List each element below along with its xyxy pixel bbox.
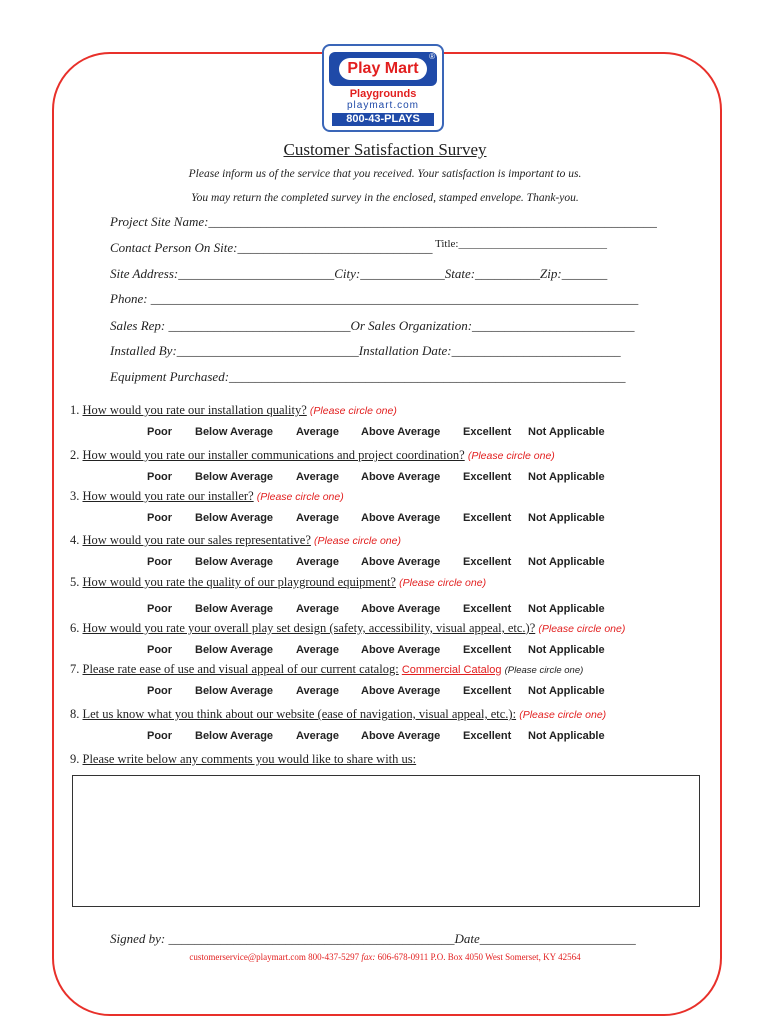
circle-hint: (Please circle one) (256, 491, 344, 503)
signature-date-field[interactable]: Signed by: ____________________________________________Date________________________ (110, 931, 636, 946)
question-text: How would you rate our installer communications and project coordination? (82, 448, 465, 462)
rating-option-excellent[interactable]: Excellent (463, 730, 512, 742)
question-6 (70, 621, 625, 636)
intro-line-2: You may return the completed survey in the enclosed, stamped envelope. Thank-you. (191, 192, 579, 204)
rating-option-poor[interactable]: Poor (147, 426, 173, 438)
contact-person-field[interactable]: Contact Person On Site:______________________________ (110, 240, 433, 255)
question-3 (70, 489, 344, 504)
rating-option-poor[interactable]: Poor (147, 512, 173, 524)
rating-option-poor[interactable]: Poor (147, 603, 173, 615)
rating-option-excellent[interactable]: Excellent (463, 644, 512, 656)
rating-option-above-average[interactable]: Above Average (361, 512, 441, 524)
rating-option-above-average[interactable]: Above Average (361, 556, 441, 568)
rating-option-below-average[interactable]: Below Average (195, 512, 274, 524)
rating-option-above-average[interactable]: Above Average (361, 426, 441, 438)
intro-line-1: Please inform us of the service that you received. Your satisfaction is important to us. (188, 168, 582, 180)
question-number: 6. (70, 621, 80, 635)
equipment-purchased-field[interactable]: Equipment Purchased:_____________________________________________________________ (110, 369, 626, 384)
rating-option-poor[interactable]: Poor (147, 644, 173, 656)
logo-registered: ® (429, 52, 435, 61)
rating-option-poor[interactable]: Poor (147, 685, 173, 697)
question-text: Please rate ease of use and visual appeal of our current catalog: (82, 662, 399, 676)
rating-option-above-average[interactable]: Above Average (361, 471, 441, 483)
question-text: How would you rate our installer? (82, 489, 254, 503)
site-address-field[interactable]: Site Address:________________________City:_____________State:__________Zip:_______ (110, 266, 608, 281)
rating-option-below-average[interactable]: Below Average (195, 730, 274, 742)
rating-option-below-average[interactable]: Below Average (195, 685, 274, 697)
rating-option-below-average[interactable]: Below Average (195, 471, 274, 483)
commercial-catalog-link[interactable]: Commercial Catalog (401, 664, 502, 676)
rating-option-excellent[interactable]: Excellent (463, 512, 512, 524)
rating-option-average[interactable]: Average (296, 471, 340, 483)
question-number: 3. (70, 489, 80, 503)
rating-option-below-average[interactable]: Below Average (195, 556, 274, 568)
circle-hint: (Please circle one) (538, 623, 626, 635)
circle-hint: (Please circle one) (399, 577, 487, 589)
rating-option-average[interactable]: Average (296, 730, 340, 742)
phone-field[interactable]: Phone: ___________________________________________________________________________ (110, 291, 639, 306)
rating-option-average[interactable]: Average (296, 512, 340, 524)
page-title: Customer Satisfaction Survey (283, 140, 487, 159)
question-text: How would you rate the quality of our playground equipment? (82, 575, 396, 589)
rating-option-above-average[interactable]: Above Average (361, 644, 441, 656)
circle-hint: (Please circle one) (467, 450, 555, 462)
rating-option-poor[interactable]: Poor (147, 730, 173, 742)
rating-option-below-average[interactable]: Below Average (195, 644, 274, 656)
question-number: 5. (70, 575, 80, 589)
question-number: 2. (70, 448, 80, 462)
rating-option-not-applicable[interactable]: Not Applicable (528, 730, 605, 742)
rating-option-not-applicable[interactable]: Not Applicable (528, 512, 605, 524)
rating-option-excellent[interactable]: Excellent (463, 685, 512, 697)
rating-option-excellent[interactable]: Excellent (463, 603, 512, 615)
rating-option-not-applicable[interactable]: Not Applicable (528, 603, 605, 615)
question-9 (70, 752, 416, 767)
logo-website: playmart.com (346, 100, 419, 111)
rating-option-poor[interactable]: Poor (147, 556, 173, 568)
rating-option-poor[interactable]: Poor (147, 471, 173, 483)
rating-option-average[interactable]: Average (296, 685, 340, 697)
question-4 (70, 533, 401, 548)
project-site-name-field[interactable]: Project Site Name:_____________________________________________________________________ (110, 214, 657, 229)
circle-hint: (Please circle one) (519, 709, 607, 721)
rating-option-excellent[interactable]: Excellent (463, 556, 512, 568)
rating-option-average[interactable]: Average (296, 644, 340, 656)
question-text: How would you rate your overall play set design (safety, accessibility, visual appeal, etc.)? (82, 621, 536, 635)
comments-box[interactable] (72, 775, 700, 907)
footer-email-phone: customerservice@playmart.com 800-437-5297 (189, 952, 360, 962)
rating-option-average[interactable]: Average (296, 603, 340, 615)
rating-option-not-applicable[interactable]: Not Applicable (528, 556, 605, 568)
question-number: 7. (70, 662, 80, 676)
rating-option-average[interactable]: Average (296, 426, 340, 438)
playmart-logo (322, 44, 444, 132)
circle-hint: (Please circle one) (504, 665, 584, 676)
question-8 (70, 707, 606, 722)
installed-by-field[interactable]: Installed By:____________________________Installation Date:__________________________ (110, 343, 621, 358)
footer-fax-address: 606-678-0911 P.O. Box 4050 West Somerset, KY 42564 (377, 952, 581, 962)
logo-sub: Playgrounds (349, 88, 417, 100)
question-text: Please write below any comments you would like to share with us: (82, 752, 417, 766)
rating-option-below-average[interactable]: Below Average (195, 603, 274, 615)
question-7 (70, 662, 583, 677)
sales-rep-field[interactable]: Sales Rep: ____________________________Or Sales Organization:_________________________ (110, 318, 635, 333)
question-number: 1. (70, 403, 80, 417)
rating-option-not-applicable[interactable]: Not Applicable (528, 471, 605, 483)
question-text: How would you rate our sales representative? (82, 533, 311, 547)
question-number: 8. (70, 707, 80, 721)
question-number: 4. (70, 533, 80, 547)
logo-brand-plate (329, 52, 437, 86)
rating-option-average[interactable]: Average (296, 556, 340, 568)
logo-phone: 800-43-PLAYS (332, 113, 434, 126)
question-number: 9. (70, 752, 80, 766)
question-2 (70, 448, 555, 463)
rating-option-excellent[interactable]: Excellent (463, 471, 512, 483)
rating-option-above-average[interactable]: Above Average (361, 685, 441, 697)
rating-option-not-applicable[interactable]: Not Applicable (528, 685, 605, 697)
rating-option-above-average[interactable]: Above Average (361, 730, 441, 742)
rating-option-not-applicable[interactable]: Not Applicable (528, 644, 605, 656)
footer-contact (0, 952, 770, 962)
question-5 (70, 575, 486, 590)
question-1 (70, 403, 397, 418)
rating-option-below-average[interactable]: Below Average (195, 426, 274, 438)
rating-option-not-applicable[interactable]: Not Applicable (528, 426, 605, 438)
circle-hint: (Please circle one) (314, 535, 401, 547)
question-text: Let us know what you think about our website (ease of navigation, visual appeal, etc.): (82, 707, 517, 721)
title-field[interactable]: Title:___________________________ (435, 238, 607, 250)
rating-option-above-average[interactable]: Above Average (361, 603, 441, 615)
logo-brand: Play Mart (339, 58, 426, 80)
footer-fax-label: fax: (361, 952, 376, 962)
rating-option-excellent[interactable]: Excellent (463, 426, 512, 438)
circle-hint: (Please circle one) (309, 405, 397, 417)
question-text: How would you rate our installation quality? (82, 403, 307, 417)
